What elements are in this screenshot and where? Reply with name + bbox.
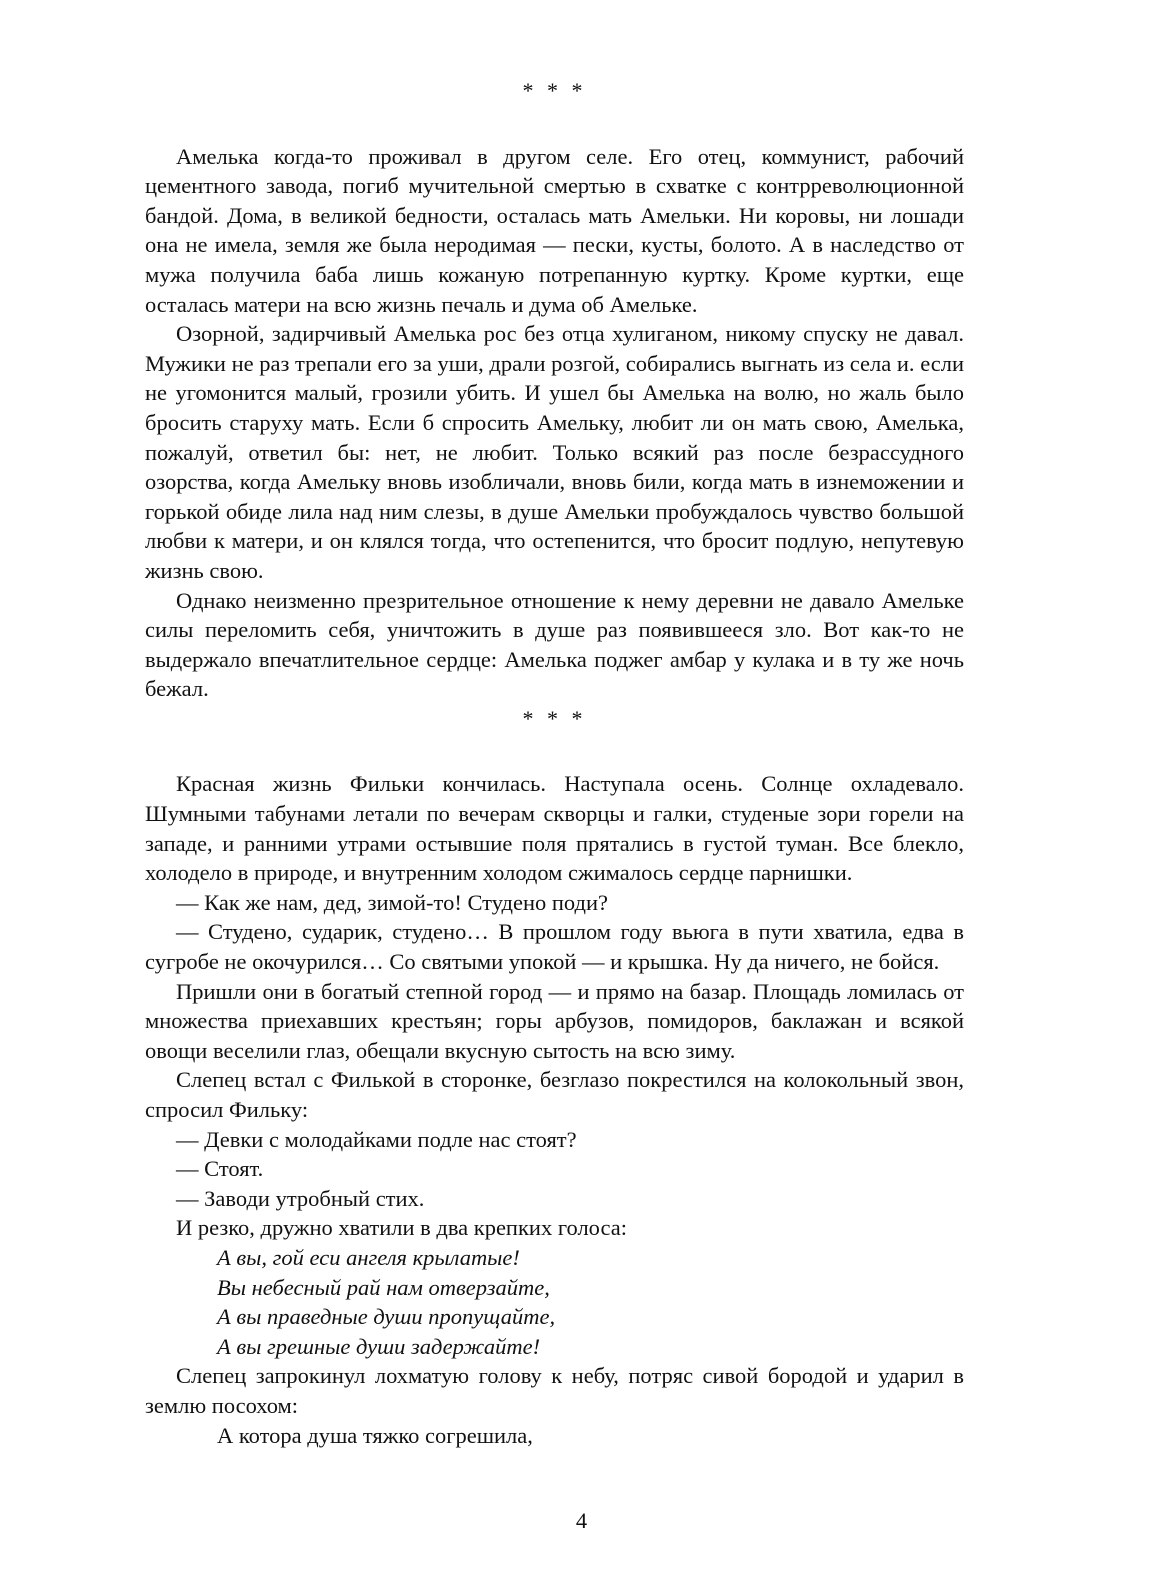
verse-line: А котора душа тяжко согрешила,	[217, 1422, 533, 1448]
paragraph: Слепец запрокинул лохматую голову к небу, потряс сивой бородой и ударил в землю посохом:	[145, 1363, 964, 1418]
paragraph: Однако неизменно презрительное отношение к нему деревни не давало Амельке силы переломить себя, уничтожить в душе раз появившееся зло. Вот как-то не выдержало впечатлительное сердце: Амелька поджег амбар у кулака и в ту же ночь бежал.	[145, 587, 964, 702]
dialogue-line: — Девки с молодайками подле нас стоят?	[176, 1126, 577, 1152]
paragraph: Красная жизнь Фильки кончилась. Наступала осень. Солнце охладевало. Шумными табунами летали по вечерам скворцы и галки, студеные зори горели на западе, и ранними утрами остывшие поля прятались в густой туман. Все блекло, холодело в природе, и внутренним холодом сжималось сердце парнишки.	[145, 771, 964, 886]
verse-line: А вы грешные души задержайте!	[217, 1333, 541, 1359]
dialogue-line: — Как же нам, дед, зимой-то! Студено поди?	[176, 889, 608, 915]
page-number: 4	[575, 1508, 588, 1533]
paragraph: И резко, дружно хватили в два крепких голоса:	[176, 1215, 627, 1241]
verse-line: А вы праведные души пропущайте,	[217, 1304, 556, 1330]
paragraph: Амелька когда-то проживал в другом селе. Его отец, коммунист, рабочий цементного завода, погиб мучительной смертью в схватке с контрреволюционной бандой. Дома, в великой бедности, осталась мать Амельки. Ни коровы, ни лошади она не имела, земля же была неродимая — пески, кусты, болото. А в наследство от мужа получила баба лишь кожаную потрепанную куртку. Кроме куртки, еще осталась матери на всю жизнь печаль и дума об Амельке.	[145, 143, 964, 317]
verse-line: А вы, гой еси ангеля крылатые!	[217, 1244, 520, 1270]
paragraph: Озорной, задирчивый Амелька рос без отца хулиганом, никому спуску не давал. Мужики не раз трепали его за уши, драли розгой, собирались выгнать из села и. если не угомонится малый, грозили убить. И ушел бы Амелька на волю, но жаль было бросить старуху мать. Если б спросить Амельку, любит ли он мать свою, Амелька, пожалуй, ответил бы: нет, не любит. Только всякий раз после безрассудного озорства, когда Амельку вновь изобличали, вновь били, когда мать в изнеможении и горькой обиде лила над ним слезы, в душе Амельки пробуждалось чувство большой любви к матери, и он клялся тогда, что остепенится, что бросит подлую, непутевую жизнь свою.	[145, 321, 964, 583]
text-block-top	[145, 76, 964, 1450]
section-separator: * * *	[522, 78, 587, 103]
dialogue-line: — Студено, сударик, студено… В прошлом году вьюга в пути хватила, едва в сугробе не окочурился… Со святыми упокой — и крышка. Ну да ничего, не бойся.	[145, 919, 964, 975]
dialogue-line: — Заводи утробный стих.	[176, 1185, 425, 1211]
dialogue-line: — Стоят.	[176, 1156, 264, 1182]
paragraph: Слепец встал с Филькой в сторонке, безглазо покрестился на колокольный звон, спросил Фильку:	[145, 1067, 964, 1122]
verse-line: Вы небесный рай нам отверзайте,	[217, 1274, 550, 1300]
paragraph: Пришли они в богатый степной город — и прямо на базар. Площадь ломилась от множества приехавших крестьян; горы арбузов, помидоров, баклажан и всякой овощи веселили глаз, обещали вкусную сытость на всю зиму.	[145, 978, 964, 1063]
section-separator: * * *	[522, 705, 587, 731]
